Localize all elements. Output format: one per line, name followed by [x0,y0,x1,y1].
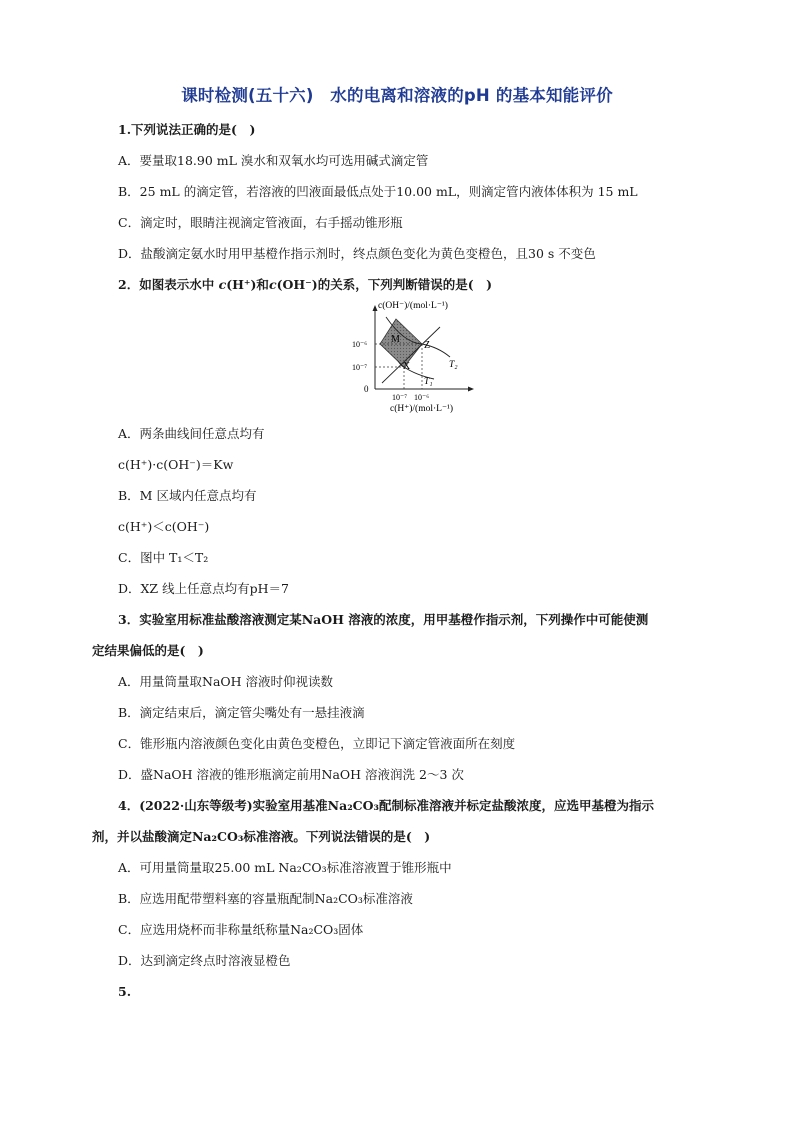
q2-stem-post: (OH⁻)的关系，下列判断错误的是( ) [276,277,493,292]
q1-option-b: B．25 mL 的滴定管，若溶液的凹液面最低点处于10.00 mL，则滴定管内液体体积为 15 mL [118,184,638,199]
q2-graph [342,299,482,417]
q3-option-b: B．滴定结束后，滴定管尖嘴处有一悬挂液滴 [118,705,365,720]
x-tick-left: 10⁻⁷ [392,393,408,402]
q4-option-a: A．可用量筒量取25.00 mL Na₂CO₃标准溶液置于锥形瓶中 [118,860,452,875]
q2-stem-mid: (H⁺)和 [226,277,269,292]
y-tick-upper: 10⁻⁶ [352,340,368,349]
q2-stem [118,277,492,293]
q2-option-a-2: c(H⁺)·c(OH⁻)＝Kw [118,457,234,472]
page-title: 课时检测(五十六) 水的电离和溶液的pH 的基本知能评价 [181,86,613,105]
q4-option-c: C．应选用烧杯而非称量纸称量Na₂CO₃固体 [118,922,364,937]
q1-option-d: D．盐酸滴定氨水时用甲基橙作指示剂时，终点颜色变化为黄色变橙色，且30 s 不变色 [118,246,596,261]
label-m: M [391,334,400,345]
q3-option-c: C．锥形瓶内溶液颜色变化由黄色变橙色，立即记下滴定管液面所在刻度 [118,736,516,751]
q3-option-a: A．用量筒量取NaOH 溶液时仰视读数 [118,674,334,689]
q3-option-d: D．盛NaOH 溶液的锥形瓶滴定前用NaOH 溶液润洗 2～3 次 [118,767,464,782]
q2-option-a-1: A．两条曲线间任意点均有 [118,426,265,441]
q4-stem-line2: 剂，并以盐酸滴定Na₂CO₃标准溶液。下列说法错误的是( ) [92,829,431,844]
q2-option-c: C．图中 T₁＜T₂ [118,550,209,565]
x-axis-arrow [468,387,474,392]
label-x: X [403,361,411,372]
q1-option-a: A．要量取18.90 mL 溴水和双氧水均可选用碱式滴定管 [118,153,429,168]
q2-option-b-2: c(H⁺)＜c(OH⁻) [118,519,210,534]
q4-option-d: D．达到滴定终点时溶液显橙色 [118,953,291,968]
q2-stem-c2: c [268,277,277,292]
q2-option-b-1: B．M 区域内任意点均有 [118,488,257,503]
label-t1: T₁ [424,377,433,387]
origin-label: 0 [364,384,369,394]
q4-option-b: B．应选用配带塑料塞的容量瓶配制Na₂CO₃标准溶液 [118,891,413,906]
q1-option-c: C．滴定时，眼睛注视滴定管液面，右手摇动锥形瓶 [118,215,403,230]
x-axis-label: c(H⁺)/(mol·L⁻¹) [390,404,453,414]
x-tick-right: 10⁻⁶ [414,393,430,402]
label-t2: T₂ [449,360,458,370]
q3-stem-line2: 定结果偏低的是( ) [92,643,204,658]
y-axis-arrow [373,305,378,311]
q2-stem-c1: c [218,277,227,292]
q4-stem-line1: 4．(2022·山东等级考)实验室用基准Na₂CO₃配制标准溶液并标定盐酸浓度，应选甲基橙为指示 [118,798,654,813]
q3-stem-line1: 3．实验室用标准盐酸溶液测定某NaOH 溶液的浓度，用甲基橙作指示剂，下列操作中可能使测 [118,612,649,627]
q2-option-d: D．XZ 线上任意点均有pH＝7 [118,581,289,596]
y-tick-lower: 10⁻⁷ [352,363,368,372]
q1-stem: 1.下列说法正确的是( ) [118,122,256,137]
q5-stem: 5. [118,984,132,999]
y-axis-label: c(OH⁻)/(mol·L⁻¹) [378,301,448,311]
q2-stem-pre: 2．如图表示水中 [118,277,219,292]
label-z: Z [424,340,431,351]
